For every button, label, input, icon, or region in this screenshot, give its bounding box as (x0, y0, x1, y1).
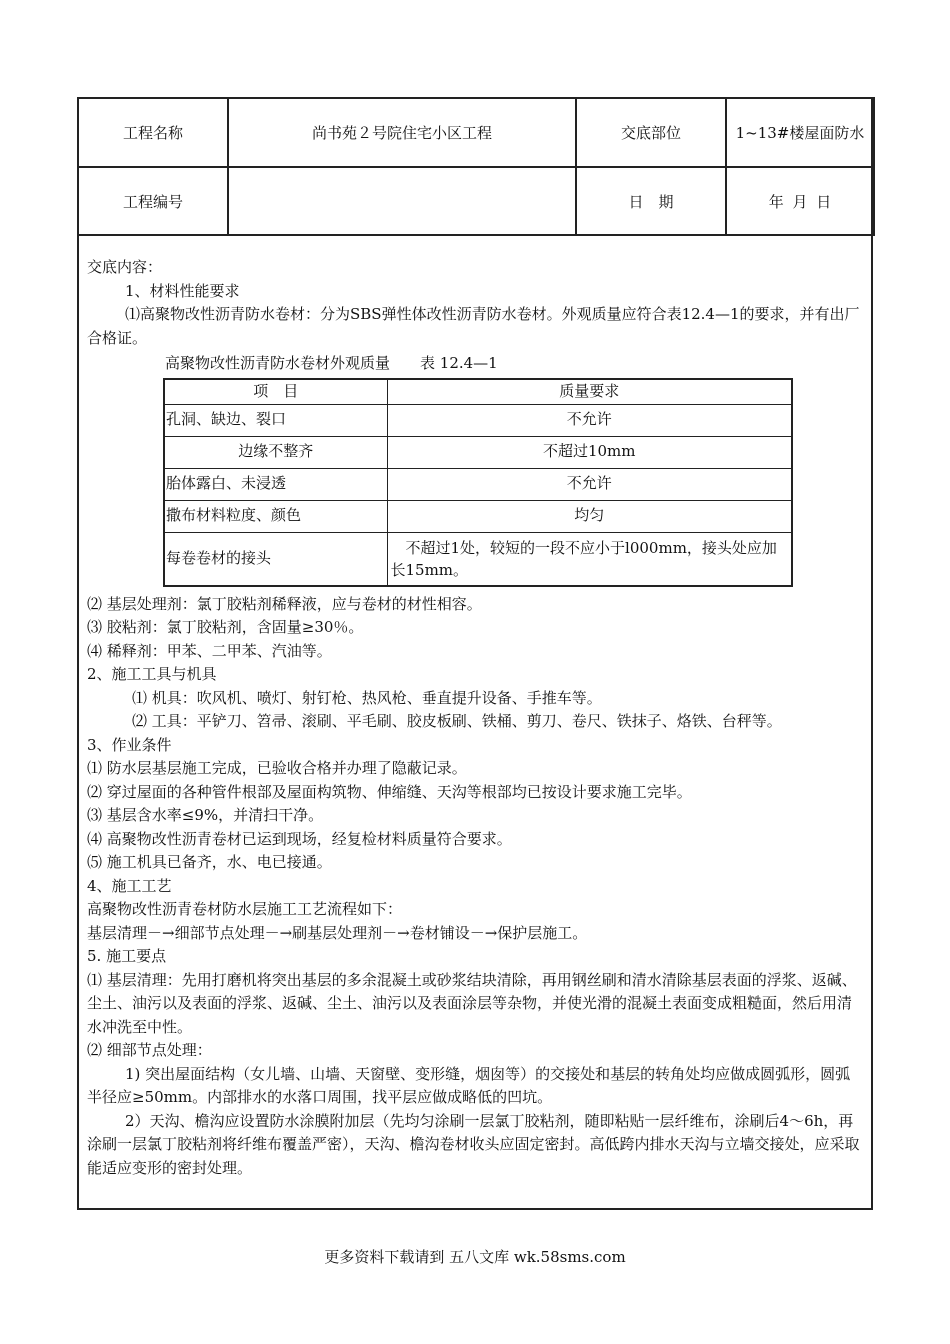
row-item: 每卷卷材的接头 (164, 532, 387, 586)
section-4-flow: 基层清理－→细部节点处理－→刷基层处理剂－→卷材铺设－→保护层施工。 (87, 923, 588, 942)
project-name-label: 工程名称 (78, 98, 228, 167)
section-3-para-1: ⑴ 防水层基层施工完成，已验收合格并办理了隐蔽记录。 (87, 759, 467, 777)
table-number: 表 12.4—1 (420, 354, 498, 372)
section-4-para-1: 高聚物改性沥青卷材防水层施工工艺流程如下： (87, 900, 403, 918)
row-item: 撒布材料粒度、颜色 (164, 500, 387, 532)
row-item: 胎体露白、未浸透 (164, 468, 387, 500)
col-header-requirement: 质量要求 (387, 379, 792, 405)
section-3-para-3: ⑶ 基层含水率≤9%，并清扫干净。 (87, 806, 324, 824)
content-intro: 交底内容： (87, 258, 163, 276)
row-item: 孔洞、缺边、裂口 (164, 404, 387, 436)
section-2-para-1: ⑴ 机具：吹风机、喷灯、射钉枪、热风枪、垂直提升设备、手推车等。 (132, 688, 602, 707)
table-caption (87, 352, 865, 376)
row-requirement: 不超过10mm (387, 436, 792, 468)
section-5-para-1: ⑴ 基层清理：先用打磨机将突出基层的多余混凝土或砂浆结块清除，再用钢丝刷和清水清除基层表面的浮浆、返碱、尘土、油污以及表面的浮浆、返碱、尘土、油污以及表面涂层等杂物，并使光滑的混凝土表面变成粗糙面，然后用清水冲洗至中性。 (87, 970, 857, 1036)
table-row (164, 500, 792, 532)
section-5-title: 5. 施工要点 (87, 947, 167, 965)
section-3-para-4: ⑷ 高聚物改性沥青卷材已运到现场，经复检材料质量符合要求。 (87, 829, 512, 848)
section-3-title: 3、作业条件 (87, 735, 172, 754)
section-3-para-5: ⑸ 施工机具已备齐，水、电已接通。 (87, 853, 332, 871)
section-1-para-2: ⑵ 基层处理剂：氯丁胶粘剂稀释液，应与卷材的材性相容。 (87, 594, 482, 613)
row-requirement: 不允许 (387, 468, 792, 500)
section-5-para-2: ⑵ 细部节点处理： (87, 1041, 212, 1059)
table-caption-text: 高聚物改性沥青防水卷材外观质量 (165, 354, 391, 372)
header-row-2 (78, 167, 874, 235)
row-item: 边缘不整齐 (164, 436, 387, 468)
project-no-label: 工程编号 (78, 167, 228, 235)
project-name-value: 尚书苑２号院住宅小区工程 (228, 98, 576, 167)
row-requirement: 不超过1处，较短的一段不应小于l000mm，接头处应加长15mm。 (387, 532, 792, 586)
row-requirement: 不允许 (387, 404, 792, 436)
section-3-para-2: ⑵ 穿过屋面的各种管件根部及屋面构筑物、伸缩缝、天沟等根部均已按设计要求施工完毕。 (87, 782, 692, 801)
table-row (164, 532, 792, 586)
section-2-title: 2、施工工具与机具 (87, 665, 217, 683)
table-row (164, 404, 792, 436)
quality-table (163, 378, 793, 587)
col-header-item: 项 目 (164, 379, 387, 405)
section-4-title: 4、施工工艺 (87, 876, 172, 895)
location-value: 1~13#楼屋面防水 (726, 98, 874, 167)
section-1-para-4: ⑷ 稀释剂：甲苯、二甲苯、汽油等。 (87, 641, 332, 660)
section-2-para-2: ⑵ 工具：平铲刀、笤帚、滚刷、平毛刷、胶皮板刷、铁桶、剪刀、卷尺、铁抹子、烙铁、台秤等。 (132, 712, 782, 730)
section-1-title: 1、材料性能要求 (125, 281, 240, 300)
location-label: 交底部位 (576, 98, 726, 167)
quality-table-header (164, 379, 792, 405)
footer-text: 更多资料下载请到 五八文库 wk.58sms.com (324, 1248, 626, 1266)
date-label: 日 期 (576, 167, 726, 235)
table-row (164, 468, 792, 500)
section-5-para-3: 1) 突出屋面结构（女儿墙、山墙、天窗壁、变形缝，烟囱等）的交接处和基层的转角处均应做成圆弧形，圆弧半径应≥50mm。内部排水的水落口周围，找平层应做成略低的凹坑。 (87, 1064, 851, 1106)
project-no-value (228, 167, 576, 235)
date-value: 年 月 日 (726, 167, 874, 235)
header-table (77, 97, 875, 236)
section-5-para-4: 2）天沟、檐沟应设置防水涂膜附加层（先均匀涂刷一层氯丁胶粘剂，随即粘贴一层纤维布，涂刷后4～6h，再涂刷一层氯丁胶粘剂将纤维布覆盖严密），天沟、檐沟卷材收头应固定密封。高低跨内排水天沟与立墙交接处，应采取能适应变形的密封处理。 (87, 1111, 860, 1177)
section-1-para-1: ⑴高聚物改性沥青防水卷材：分为SBS弹性体改性沥青防水卷材。外观质量应符合表12.4—1的要求，并有出厂合格证。 (87, 305, 860, 347)
table-row (164, 436, 792, 468)
header-row-1 (78, 98, 874, 167)
section-1-para-3: ⑶ 胶粘剂：氯丁胶粘剂，含固量≥30％。 (87, 618, 364, 636)
disclosure-document (77, 97, 873, 1210)
row-requirement: 均匀 (387, 500, 792, 532)
disclosure-content (87, 256, 865, 1180)
